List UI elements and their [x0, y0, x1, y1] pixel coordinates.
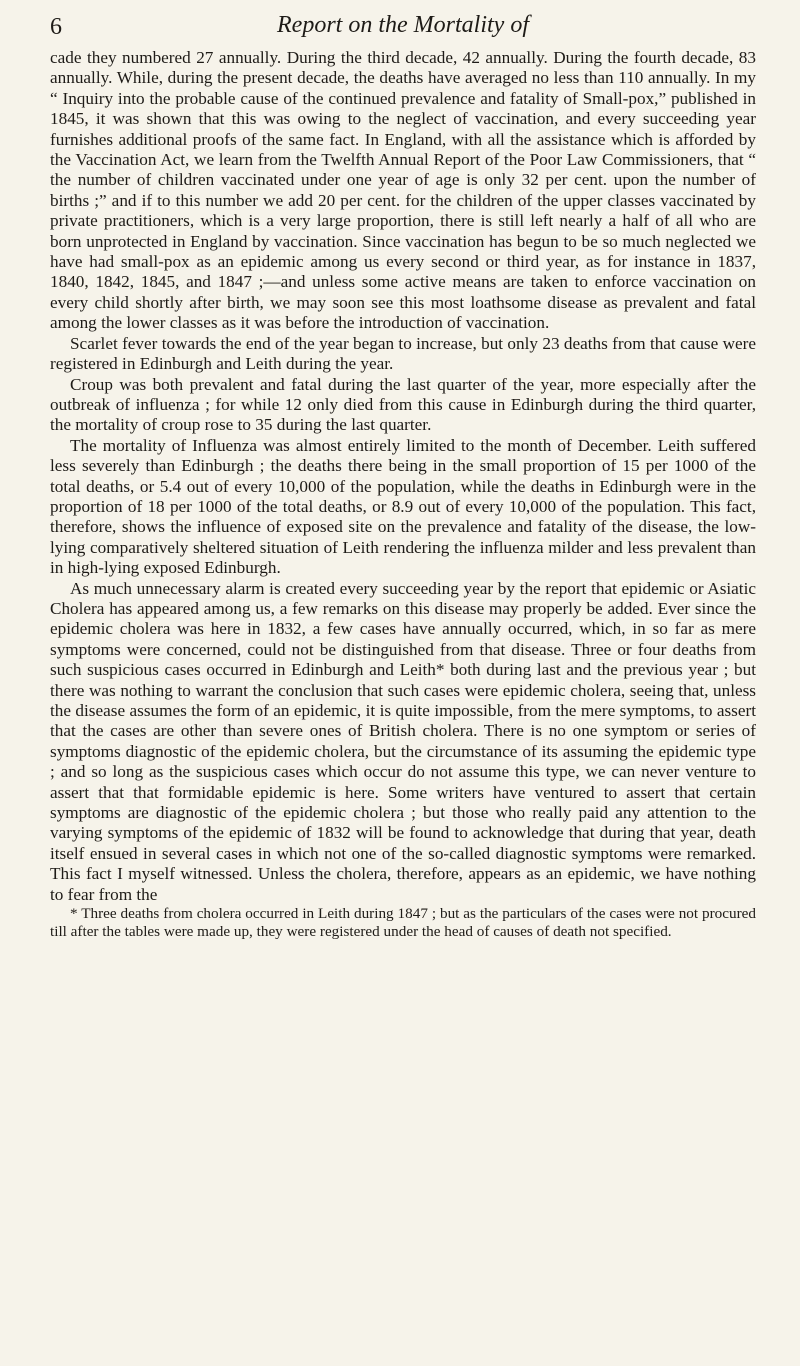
book-page — [50, 8, 756, 942]
paragraph-influenza: The mortality of Influenza was almost entirely limited to the month of December. Leith suffered less severely than Edinburgh ; the deaths there being in the small proportion of 15 per 1000 of the total deaths, or 5.4 out of every 10,000 of the population, while the deaths in Edinburgh were in the proportion of 18 per 1000 of the total deaths, or 8.9 out of every 10,000 of the population. This fact, therefore, shows the influence of exposed site on the prevalence and fatality of the disease, the low-lying comparatively sheltered situation of Leith rendering the influenza milder and less prevalent than in high-lying exposed Edinburgh. — [50, 435, 756, 578]
body-text — [50, 48, 756, 905]
paragraph-smallpox: cade they numbered 27 annually. During the third decade, 42 annually. During the fourth decade, 83 annually. While, during the present decade, the deaths have averaged no less than 110 annually. In my “ Inquiry into the probable cause of the continued prevalence and fatality of Small-pox,” published in 1845, it was shown that this was owing to the neglect of vaccination, and every succeeding year furnishes additional proofs of the same fact. In England, with all the assistance which is afforded by the Vaccination Act, we learn from the Twelfth Annual Report of the Poor Law Commissioners, that “ the number of children vaccinated under one year of age is only 32 per cent. upon the number of births ;” and if to this number we add 20 per cent. for the children of the upper classes vaccinated by private practitioners, which is a very large proportion, there is still left nearly a half of all who are born unprotected in England by vaccination. Since vaccination has begun to be so much neglected we have had small-pox as an epidemic among us every second or third year, as for instance in 1837, 1840, 1842, 1845, and 1847 ;—and unless some active means are taken to enforce vaccination on every child shortly after birth, we may soon see this most loathsome disease as prevalent and fatal among the lower classes as it was before the introduction of vaccination. — [50, 48, 756, 333]
paragraph-cholera: As much unnecessary alarm is created every succeeding year by the report that epidemic or Asiatic Cholera has appeared among us, a few remarks on this disease may properly be added. Ever since the epidemic cholera was here in 1832, a few cases have annually occurred, which, in so far as mere symptoms were concerned, could not be distinguished from that disease. Three or four deaths from such suspicious cases occurred in Edinburgh and Leith* both during last and the previous year ; but there was nothing to warrant the conclusion that such cases were epidemic cholera, seeing that, unless the disease assumes the form of an epidemic, it is quite impossible, from the mere symptoms, to assert that the cases are other than severe ones of British cholera. There is no one symptom or series of symptoms diagnostic of the epidemic cholera, but the circumstance of its assuming the epidemic type ; and so long as the suspicious cases which occur do not assume this type, we can never venture to assert that that formidable epidemic is here. Some writers have ventured to assert that certain symptoms are diagnostic of the epidemic cholera ; but those who really paid any attention to the varying symptoms of the epidemic of 1832 will be found to acknowledge that during that year, death itself ensued in several cases in which not one of the so-called diagnostic symptoms were remarked. This fact I myself witnessed. Unless the cholera, therefore, appears as an epidemic, we have nothing to fear from the — [50, 578, 756, 904]
footnote-text: * Three deaths from cholera occurred in Leith during 1847 ; but as the particulars of the cases were not procured till after the tables were made up, they were registered under the head of causes of death not specified. — [50, 905, 756, 941]
footnote — [50, 905, 756, 942]
running-head: Report on the Mortality of — [277, 12, 529, 38]
paragraph-scarlet-fever: Scarlet fever towards the end of the year began to increase, but only 23 deaths from that cause were registered in Edinburgh and Leith during the year. — [50, 333, 756, 374]
page-number: 6 — [50, 14, 62, 40]
page-header — [50, 8, 756, 48]
paragraph-croup: Croup was both prevalent and fatal during the last quarter of the year, more especially after the outbreak of influenza ; for while 12 only died from this cause in Edinburgh during the third quarter, the mortality of croup rose to 35 during the last quarter. — [50, 374, 756, 435]
